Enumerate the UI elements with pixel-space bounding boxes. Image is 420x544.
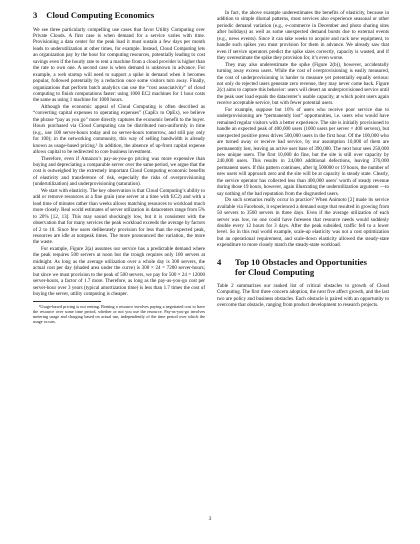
footnote-rule xyxy=(33,301,101,302)
section-3-paragraph-1: We see three particularly compelling use cases that favor Utility Computing over Private Clouds. A first case is when demand for a service varies with time. Provisioning a data center for the peak load it must sustain a few days per month leads to underutilization at other times, for example. Instead, Cloud Computing lets an organization pay by the hour for computing resources, potentially leading to cost savings even if the hourly rate to rent a machine from a cloud provider is higher than the rate to own one. A second case is when demand is unknown in advance. For example, a web startup will need to support a spike in demand when it becomes popular, followed potentially by a reduction once some visitors turn away. Finally, organizations that perform batch analytics can use the “cost associativity” of cloud computing to finish computations faster: using 1000 EC2 machines for 1 hour costs the same as using 1 machine for 1000 hours. xyxy=(33,26,205,104)
page-number: 3 xyxy=(208,516,212,522)
right-paragraph-4: Do such scenarios really occur in practice? When Animoto [2] made its service available via Facebook, it experienced a demand surge that resulted in growing from 50 servers to 3500 servers in three days. Even if the average utilization of each server was low, no one could have foreseen that resource needs would suddenly double every 12 hours for 3 days. After the peak subsided, traffic fell to a lower level. So in this real world example, scale-up elasticity was not a cost optimization but an operational requirement, and scale-down elasticity allowed the steady-state expenditure to more closely match the steady-state workload. xyxy=(217,197,389,249)
right-paragraph-2: They may also underestimate the spike (Figure 2(b)), however, accidentally turning away excess users. While the cost of overprovisioning is easily measured, the cost of underprovisioning is harder to measure yet potentially equally serious: not only do rejected users generate zero revenue, they may never come back. Figure 2(c) aims to capture this behavior: users will desert an underprovisioned service until the peak user load equals the datacenter’s usable capacity, at which point users again receive acceptable service, but with fewer potential users. xyxy=(217,61,389,107)
right-paragraph-1: In fact, the above example underestimates the benefits of elasticity, because in addition to simple diurnal patterns, most services also experience seasonal or other periodic demand variation (e.g., e-commerce in December and photo sharing sites after holidays) as well as some unexpected demand bursts due to external events (e.g., news events). Since it can take weeks to acquire and rack new equipment, to handle such spikes you must provision for them in advance. We already saw that even if service operators predict the spike sizes correctly, capacity is wasted, and if they overestimate the spike they provision for, it’s even worse. xyxy=(217,10,389,62)
footnote: ¹Usage-based pricing is not renting. Renting a resource involves paying a negotiated cost to have the resource over some time period, whether or not you use the resource. Pay-as-you-go involves metering usage and charging based on actual use, independently of the time period over which the usage occurs. xyxy=(33,303,205,325)
section-3-number: 3 xyxy=(33,10,38,20)
left-column xyxy=(33,0,205,325)
section-3-title: Cloud Computing Economics xyxy=(46,10,155,20)
section-3-paragraph-2: Although the economic appeal of Cloud Computing is often described as “converting capital expenses to operating expenses” (CapEx to OpEx), we believe the phrase “pay as you go” more directly captures the economic benefit to the buyer. Hours purchased via Cloud Computing can be distributed non-uniformly in time (e.g., use 100 server-hours today and no server-hours tomorrow, and still pay only for 100); in the networking community, this way of selling bandwidth is already known as usage-based pricing.¹ In addition, the absence of up-front capital expense allows capital to be redirected to core business investment. xyxy=(33,103,205,156)
section-4-title-line-2: for Cloud Computing xyxy=(235,267,315,278)
section-3-heading xyxy=(33,10,205,21)
section-3-paragraph-3: Therefore, even if Amazon’s pay-as-you-go pricing was more expensive than buying and depreciating a comparable server over the same period, we argue that the cost is outweighed by the extremely important Cloud Computing economic benefits of elasticity and transference of risk, especially the risks of overprovisioning (underutilization) and underprovisioning (saturation). xyxy=(33,155,205,188)
section-4-paragraph: Table 2 summarizes our ranked list of critical obstacles to growth of Cloud Computing. The first three concern adoption, the next five affect growth, and the last two are policy and business obstacles. Each obstacle is paired with an opportunity to overcome that obstacle, ranging from product development to research projects. xyxy=(217,282,389,309)
right-paragraph-3: For example, suppose but 10% of users who receive poor service due to underprovisioning are “permanently lost” opportunities, i.e. users who would have remained regular visitors with a better experience. The site is initially provisioned to handle an expected peak of 400,000 users (1000 users per server × 400 servers), but unexpected positive press drives 500,000 users in the first hour. Of the 100,000 who are turned away or receive bad service, by our assumption 10,000 of them are permanently lost, leaving an active user base of 390,000. The next hour sees 250,000 new unique users. The first 10,000 do fine, but the site is still over capacity by 240,000 users. This results in 24,000 additional defections, leaving 376,000 permanent users. If this pattern continues, after lg 500000 or 19 hours, the number of new users will approach zero and the site will be at capacity in steady state. Clearly, the service operator has collected less than 400,000 users’ worth of steady revenue during those 19 hours, however, again illustrating the underutilization argument —to say nothing of the bad reputation from the disgruntled users. xyxy=(217,106,389,197)
section-4-heading xyxy=(217,257,389,278)
section-4-title-line-1: Top 10 Obstacles and Opportunities xyxy=(235,256,367,267)
section-3-paragraph-4: We start with elasticity. The key observation is that Cloud Computing’s ability to add or remove resources at a fine grain (one server at a time with EC2) and with a lead time of minutes rather than weeks allows matching resources to workload much more closely. Real world estimates of server utilization in datacenters range from 5% to 20% [12, 13]. This may sound shockingly low, but it is consistent with the observation that for many services the peak workload exceeds the average by factors of 2 to 10. Since few users deliberately provision for less than the expected peak, resources are idle at nonpeak times. The more pronounced the variation, the more the waste. xyxy=(33,187,205,246)
right-column xyxy=(217,0,389,309)
section-3-paragraph-5: For example, Figure 2(a) assumes our service has a predictable demand where the peak requires 500 servers at noon but the trough requires only 100 servers at midnight. As long as the average utilization over a whole day is 300 servers, the actual cost per day (shaded area under the curve) is 300 × 24 = 7200 server-hours; but since we must provision to the peak of 500 servers, we pay for 500 × 24 = 12000 server-hours, a factor of 1.7 more. Therefore, as long as the pay-as-you-go cost per server-hour over 3 years (typical amortization time) is less than 1.7 times the cost of buying the server, utility computing is cheaper. xyxy=(33,245,205,298)
section-4-number: 4 xyxy=(217,256,222,267)
